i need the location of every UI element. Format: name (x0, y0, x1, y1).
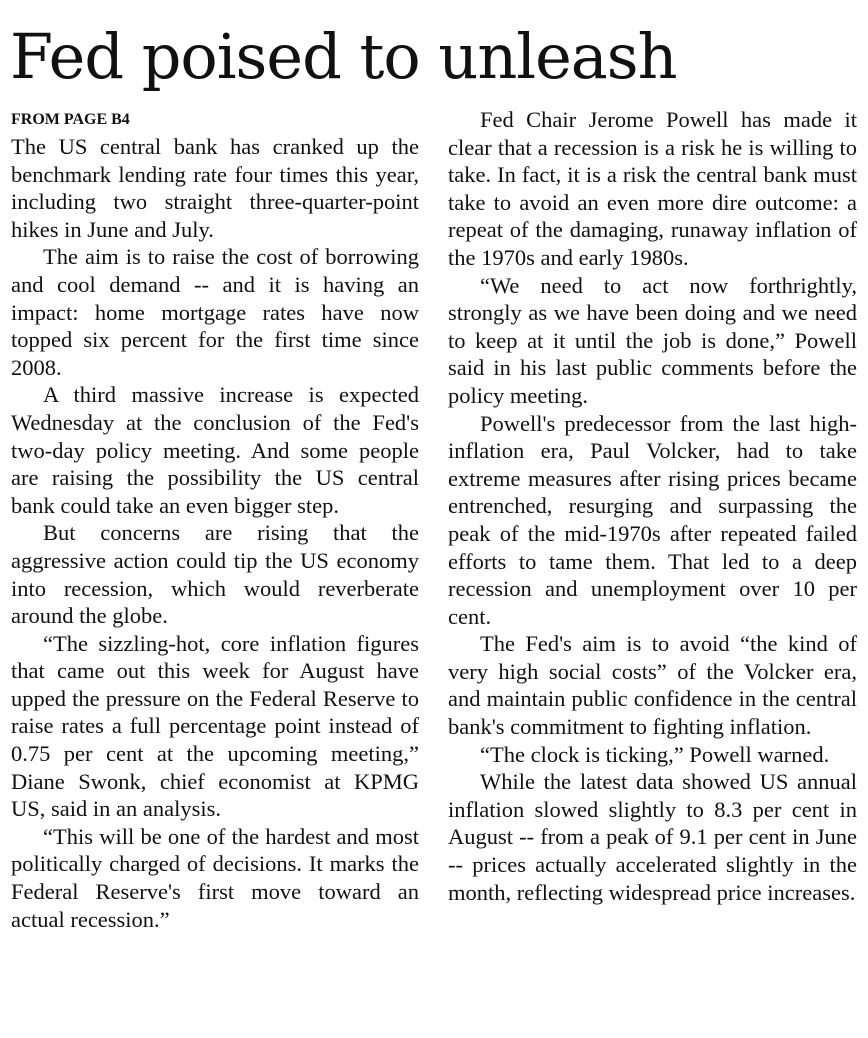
continuation-kicker: FROM PAGE B4 (11, 111, 130, 128)
paragraph: “This will be one of the hardest and most politically charged of decisions. It marks the Federal Reserve's first move toward an actual recession.” (11, 823, 419, 932)
paragraph: “We need to act now forthrightly, strongly as we have been doing and we need to keep at it until the job is done,” Powell said in his last public comments before the policy meeting. (448, 272, 857, 408)
paragraph: The aim is to raise the cost of borrowing and cool demand -- and it is having an impact: home mortgage rates have now topped six percent for the first time since 2008. (11, 244, 419, 380)
paragraph: While the latest data showed US annual inflation slowed slightly to 8.3 per cent in August -- from a peak of 9.1 per cent in June -- prices actually accelerated slightly in the month, reflecting widespread price increases. (448, 769, 857, 905)
paragraph: A third massive increase is expected Wednesday at the conclusion of the Fed's two-day policy meeting. And some people are raising the possibility the US central bank could take an even bigger step. (11, 382, 419, 518)
paragraph: “The sizzling-hot, core inflation figures that came out this week for August have upped the pressure on the Federal Reserve to raise rates a full percentage point instead of 0.75 per cent at the upcoming meeting,” Diane Swonk, chief economist at KPMG US, said in an analysis. (11, 630, 419, 822)
paragraph: Fed Chair Jerome Powell has made it clear that a recession is a risk he is willing to take. In fact, it is a risk the central bank must take to avoid an even more dire outcome: a repeat of the damaging, runaway inflation of the 1970s and early 1980s. (448, 107, 857, 270)
headline: Fed poised to unleash (10, 20, 677, 93)
paragraph: Powell's predecessor from the last high-inflation era, Paul Volcker, had to take extreme measures after rising prices became entrenched, resurging and surpassing the peak of the mid-1970s after repeated failed efforts to tame them. That led to a deep recession and unemployment over 10 per cent. (448, 410, 857, 629)
article-column-right (448, 106, 857, 906)
paragraph: “The clock is ticking,” Powell warned. (480, 741, 830, 767)
paragraph: The Fed's aim is to avoid “the kind of very high social costs” of the Volcker era, and maintain public confidence in the central bank's commitment to fighting inflation. (448, 631, 857, 740)
article-column-left (11, 133, 419, 933)
paragraph: But concerns are rising that the aggressive action could tip the US economy into recession, which would reverberate around the globe. (11, 520, 419, 629)
paragraph: The US central bank has cranked up the benchmark lending rate four times this year, including two straight three-quarter-point hikes in June and July. (11, 134, 419, 242)
